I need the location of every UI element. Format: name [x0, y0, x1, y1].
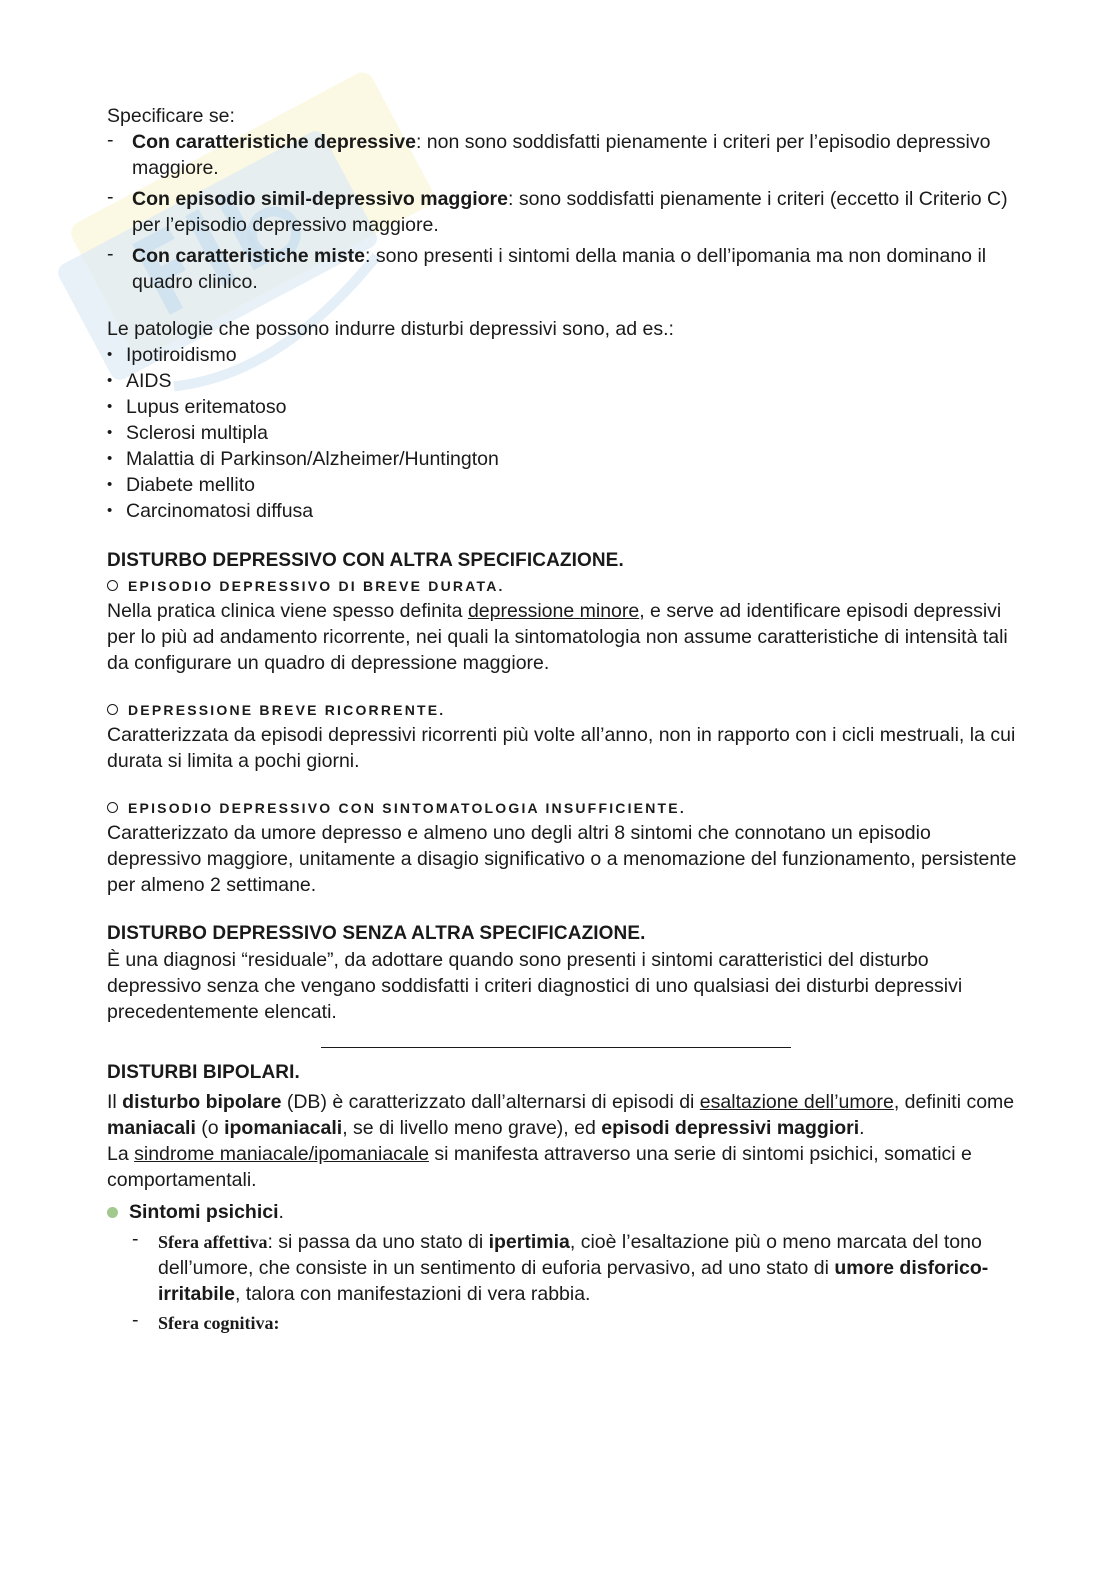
section-heading: DISTURBI BIPOLARI.	[107, 1062, 300, 1083]
list-item: • Ipotiroidismo	[107, 342, 1027, 368]
list-item: • Sclerosi multipla	[107, 420, 1027, 446]
specify-list	[107, 129, 1027, 295]
green-dot-icon	[107, 1207, 118, 1218]
divider	[321, 1047, 791, 1048]
subsection-heading: EPISODIO DEPRESSIVO CON SINTOMATOLOGIA INSUFFICIENTE.	[107, 796, 1027, 820]
circle-bullet-icon	[107, 580, 118, 591]
subsection-heading: EPISODIO DEPRESSIVO DI BREVE DURATA.	[107, 574, 1027, 598]
section-heading: DISTURBO DEPRESSIVO CON ALTRA SPECIFICAZIONE.	[107, 550, 624, 571]
symptom-sublist	[129, 1229, 1027, 1336]
list-item: • Lupus eritematoso	[107, 394, 1027, 420]
paragraph: La sindrome maniacale/ipomaniacale si manifesta attraverso una serie di sintomi psichici, somatici e comportamentali.	[107, 1143, 972, 1191]
list-item: - Sfera affettiva: si passa da uno stato di ipertimia, cioè l’esaltazione più o meno marcata del tono dell’umore, che consiste in un sentimento di euforia pervasivo, ad uno stato di umore disforico-irritabile, talora con manifestazioni di vera rabbia.	[129, 1229, 1027, 1307]
circle-bullet-icon	[107, 802, 118, 813]
list-item: - Con episodio simil-depressivo maggiore: sono soddisfatti pienamente i criteri (eccetto il Criterio C) per l’episodio depressivo maggiore.	[107, 186, 1027, 238]
paragraph: Caratterizzato da umore depresso e almeno uno degli altri 8 sintomi che connotano un episodio depressivo maggiore, unitamente a disagio significativo o a menomazione del funzionamento, persistente per almeno 2 settimane.	[107, 822, 1017, 896]
content-column	[107, 103, 1027, 1339]
circle-bullet-icon	[107, 704, 118, 715]
paragraph: Nella pratica clinica viene spesso definita depressione minore, e serve ad identificare episodi depressivi per lo più ad andamento ricorrente, nei quali la sintomatologia non assume caratteristiche di intensità tali da configurare un quadro di depressione maggiore.	[107, 600, 1008, 674]
pathologies-list	[107, 342, 1027, 524]
list-item: - Con caratteristiche miste: sono presenti i sintomi della mania o dell’ipomania ma non dominano il quadro clinico.	[107, 243, 1027, 295]
list-item: - Sfera cognitiva:	[129, 1310, 1027, 1336]
symptoms-list	[107, 1199, 1027, 1336]
pathologies-intro: Le patologie che possono indurre disturbi depressivi sono, ad es.:	[107, 318, 674, 340]
list-item: • Carcinomatosi diffusa	[107, 498, 1027, 524]
list-item: • AIDS	[107, 368, 1027, 394]
list-item: • Malattia di Parkinson/Alzheimer/Huntington	[107, 446, 1027, 472]
paragraph: Il disturbo bipolare (DB) è caratterizzato dall’alternarsi di episodi di esaltazione dell’umore, definiti come maniacali (o ipomaniacali, se di livello meno grave), ed episodi depressivi maggiori.	[107, 1091, 1015, 1139]
paragraph: Caratterizzata da episodi depressivi ricorrenti più volte all’anno, non in rapporto con i cicli mestruali, la cui durata si limita a pochi giorni.	[107, 724, 1016, 772]
section-heading: DISTURBO DEPRESSIVO SENZA ALTRA SPECIFICAZIONE.	[107, 923, 646, 944]
subsection-heading: DEPRESSIONE BREVE RICORRENTE.	[107, 698, 1027, 722]
list-item: - Con caratteristiche depressive: non sono soddisfatti pienamente i criteri per l’episodio depressivo maggiore.	[107, 129, 1027, 181]
specify-intro: Specificare se:	[107, 105, 235, 127]
list-item: • Diabete mellito	[107, 472, 1027, 498]
paragraph: È una diagnosi “residuale”, da adottare quando sono presenti i sintomi caratteristici del disturbo depressivo senza che vengano soddisfatti i criteri diagnostici di uno qualsiasi dei disturbi depressivi precedentemente elencati.	[107, 949, 963, 1023]
list-item: Sintomi psichici. - Sfera affettiva: si passa da uno stato di ipertimia, cioè l’esaltazione più o meno marcata del tono dell’umore, che consiste in un sentimento di euforia pervasivo, ad uno stato di umore disforico-irritabile, talora con manifestazioni di vera rabbia. - Sfera cognitiva:	[107, 1199, 1027, 1336]
